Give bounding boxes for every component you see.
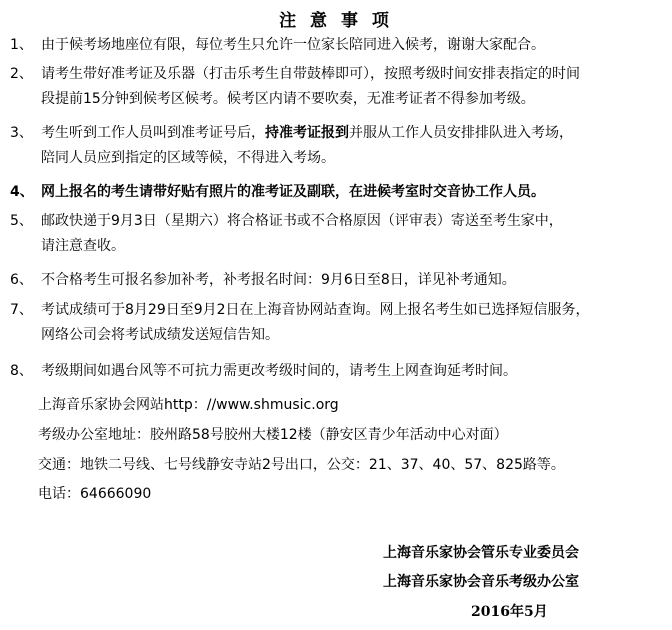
website-info: 上海音乐家协会网站http：//www.shmusic.org [38, 397, 339, 413]
item-number: 6、 [10, 272, 33, 288]
notice-item-1 [10, 33, 665, 58]
document-title: 注 意 事 项 [279, 11, 393, 31]
notice-item-6 [10, 268, 665, 293]
item-text-line-1-part-a: 考生听到工作人员叫到准考证号后， [41, 125, 265, 141]
item-text-line-1: 请考生带好准考证及乐器（打击乐考生自带鼓棒即可），按照考级时间安排表指定的时间 [41, 66, 580, 82]
item-text-line-2: 网络公司会将考试成绩发送短信告知。 [41, 327, 279, 343]
item-number: 1、 [10, 37, 33, 53]
signature-org-1: 上海音乐家协会管乐专业委员会 [383, 545, 579, 561]
item-text-emphasis: 持准考证报到 [265, 125, 349, 141]
item-text-line-1: 邮政快递于9月3日（星期六）将合格证书或不合格原因（评审表）寄送至考生家中， [41, 213, 563, 229]
notice-item-7 [10, 298, 665, 348]
item-text-line-2: 请注意查收。 [41, 238, 125, 254]
item-number: 7、 [10, 302, 33, 318]
notice-item-4 [10, 180, 665, 205]
notice-item-3 [10, 121, 665, 171]
item-text-line-2: 陪同人员应到指定的区域等候，不得进入考场。 [41, 150, 335, 166]
item-number: 5、 [10, 213, 33, 229]
item-text: 不合格考生可报名参加补考，补考报名时间：9月6日至8日，详见补考通知。 [41, 272, 516, 288]
transport-info: 交通：地铁二号线、七号线静安寺站2号出口，公交：21、37、40、57、825路等。 [38, 457, 565, 473]
notice-item-5 [10, 209, 665, 259]
phone-info: 电话：64666090 [38, 486, 152, 502]
item-text: 由于候考场地座位有限，每位考生只允许一位家长陪同进入候考，谢谢大家配合。 [41, 37, 545, 53]
signature-org-2: 上海音乐家协会音乐考级办公室 [383, 574, 579, 590]
item-text-line-2: 段提前15分钟到候考区候考。候考区内请不要吹奏，无准考证者不得参加考级。 [41, 91, 535, 107]
item-number: 8、 [10, 363, 33, 379]
notice-item-8 [10, 359, 665, 384]
notice-item-2 [10, 62, 665, 112]
item-number: 3、 [10, 125, 33, 141]
item-text-line-1: 考试成绩可于8月29日至9月2日在上海音协网站查询。网上报名考生如已选择短信服务， [41, 302, 590, 318]
item-text: 考级期间如遇台风等不可抗力需更改考级时间的，请考生上网查询延考时间。 [41, 363, 517, 379]
item-text: 网上报名的考生请带好贴有照片的准考证及副联，在进候考室时交音协工作人员。 [41, 184, 545, 200]
item-number: 2、 [10, 66, 33, 82]
office-address: 考级办公室地址：胶州路58号胶州大楼12楼（静安区青少年活动中心对面） [38, 427, 508, 443]
item-number: 4、 [10, 184, 34, 200]
item-text-line-1-part-c: 并服从工作人员安排排队进入考场， [349, 125, 573, 141]
signature-date: 2016年5月 [471, 604, 548, 620]
